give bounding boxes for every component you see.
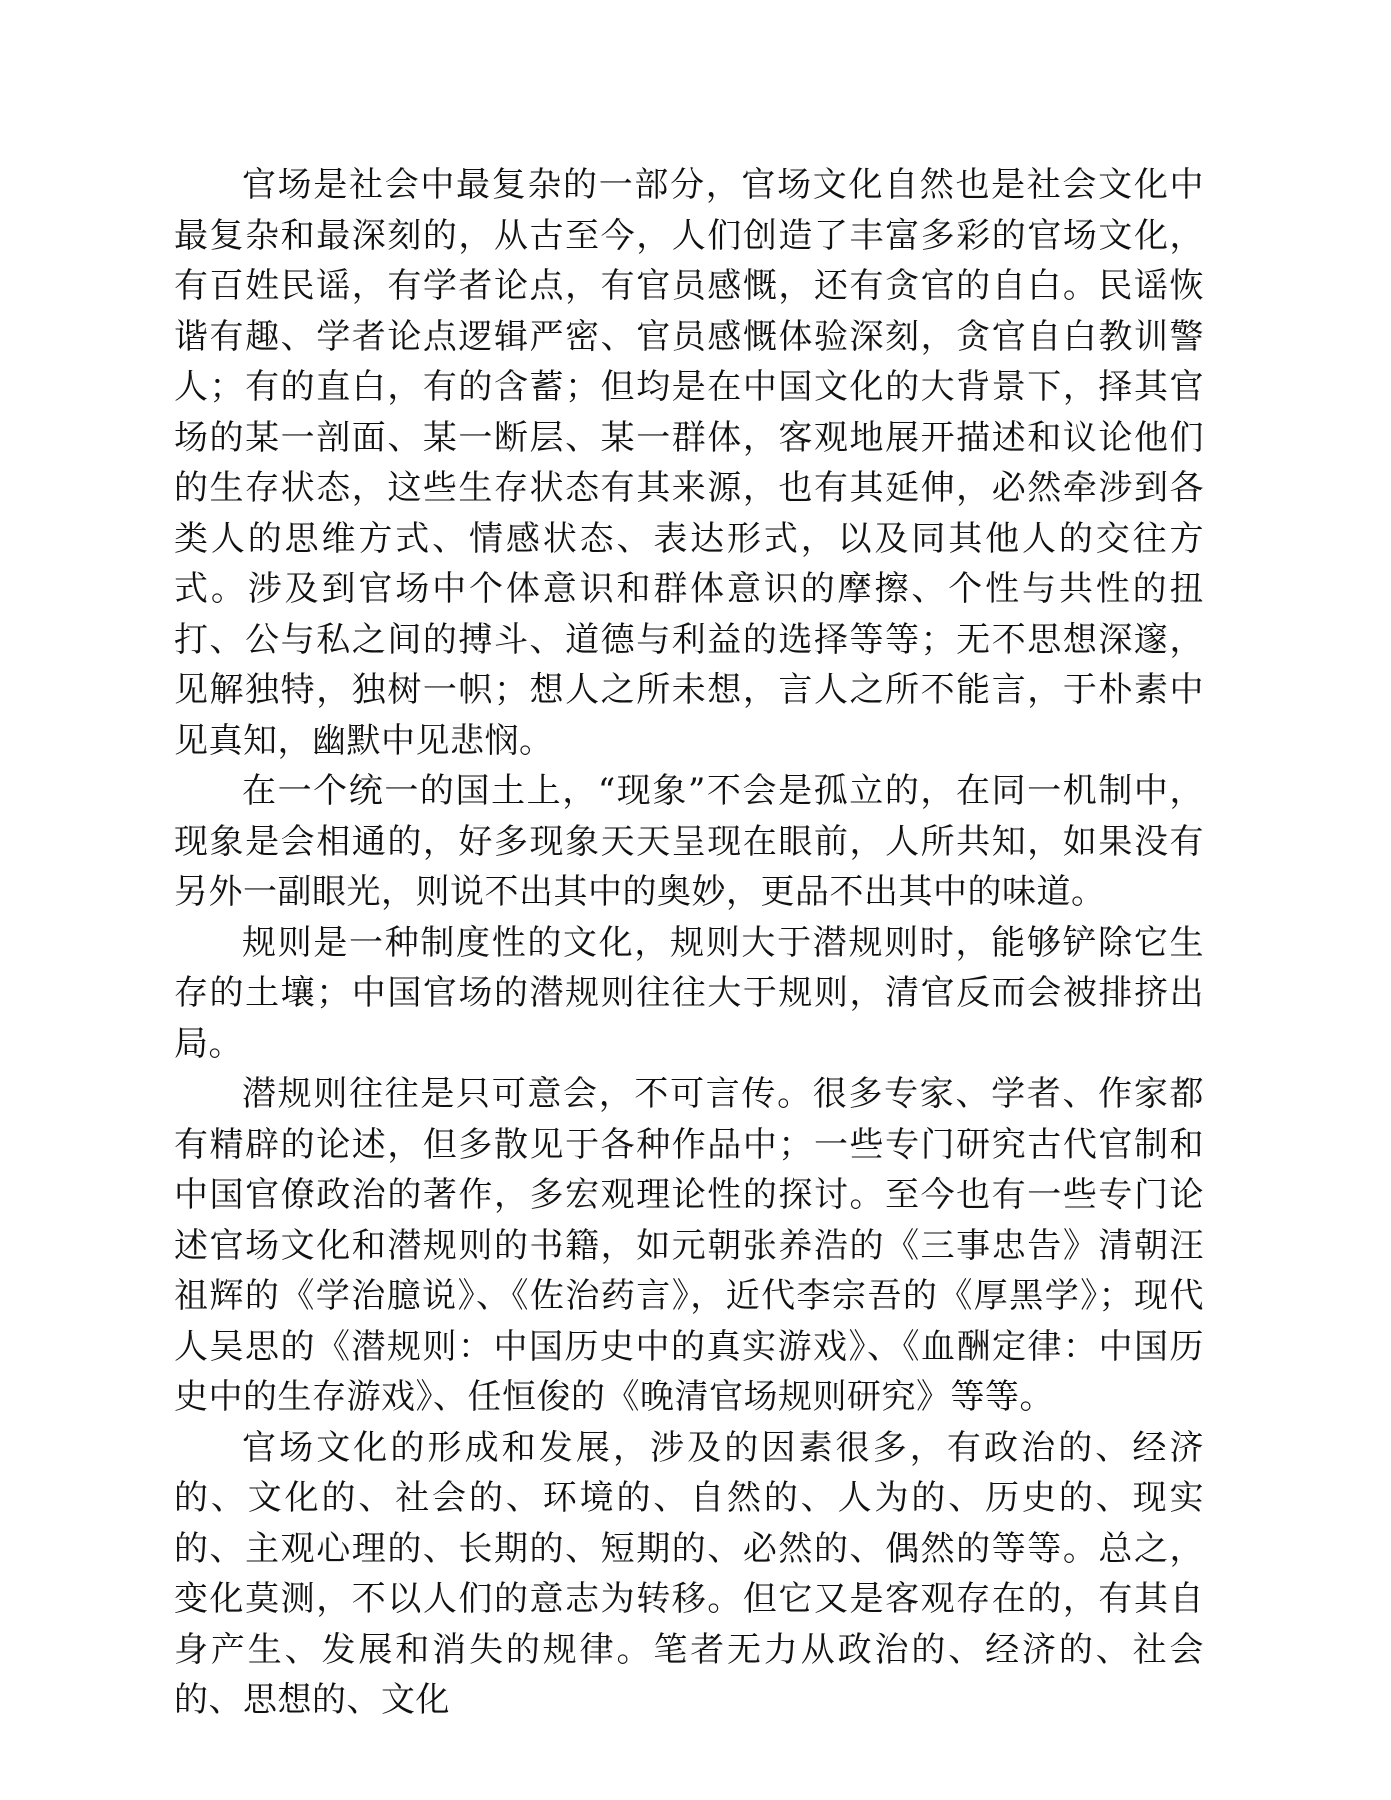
paragraph-1: 官场是社会中最复杂的一部分，官场文化自然也是社会文化中最复杂和最深刻的，从古至今，人们创造了丰富多彩的官场文化，有百姓民谣，有学者论点，有官员感慨，还有贪官的自白。民谣恢谐有趣、学者论点逻辑严密、官员感慨体验深刻，贪官自白教训警人；有的直白，有的含蓄；但均是在中国文化的大背景下，择其官场的某一剖面、某一断层、某一群体，客观地展开描述和议论他们的生存状态，这些生存状态有其来源，也有其延伸，必然牵涉到各类人的思维方式、情感状态、表达形式，以及同其他人的交往方式。涉及到官场中个体意识和群体意识的摩擦、个性与共性的扭打、公与私之间的搏斗、道德与利益的选择等等；无不思想深邃，见解独特，独树一帜；想人之所未想，言人之所不能言，于朴素中见真知，幽默中见悲悯。 [174, 165, 1204, 761]
paragraph-5: 官场文化的形成和发展，涉及的因素很多，有政治的、经济的、文化的、社会的、环境的、自然的、人为的、历史的、现实的、主观心理的、长期的、短期的、必然的、偶然的等等。总之，变化莫测，不以人们的意志为转移。但它又是客观存在的，有其自身产生、发展和消失的规律。笔者无力从政治的、经济的、社会的、思想的、文化 [174, 1427, 1204, 1720]
paragraph-4: 潜规则往往是只可意会，不可言传。很多专家、学者、作家都有精辟的论述，但多散见于各种作品中；一些专门研究古代官制和中国官僚政治的著作，多宏观理论性的探讨。至今也有一些专门论述官场文化和潜规则的书籍，如元朝张养浩的《三事忠告》清朝汪祖辉的《学治臆说》、《佐治药言》，近代李宗吾的《厚黑学》；现代人吴思的《潜规则：中国历史中的真实游戏》、《血酬定律：中国历史中的生存游戏》、任恒俊的《晚清官场规则研究》等等。 [174, 1074, 1204, 1417]
paragraph-3: 规则是一种制度性的文化，规则大于潜规则时，能够铲除它生存的土壤；中国官场的潜规则往往大于规则，清官反而会被排挤出局。 [174, 922, 1204, 1064]
paragraph-2: 在一个统一的国土上，“现象”不会是孤立的，在同一机制中，现象是会相通的，好多现象天天呈现在眼前，人所共知，如果没有另外一副眼光，则说不出其中的奥妙，更品不出其中的味道。 [174, 771, 1204, 912]
body-text [174, 160, 1204, 1726]
